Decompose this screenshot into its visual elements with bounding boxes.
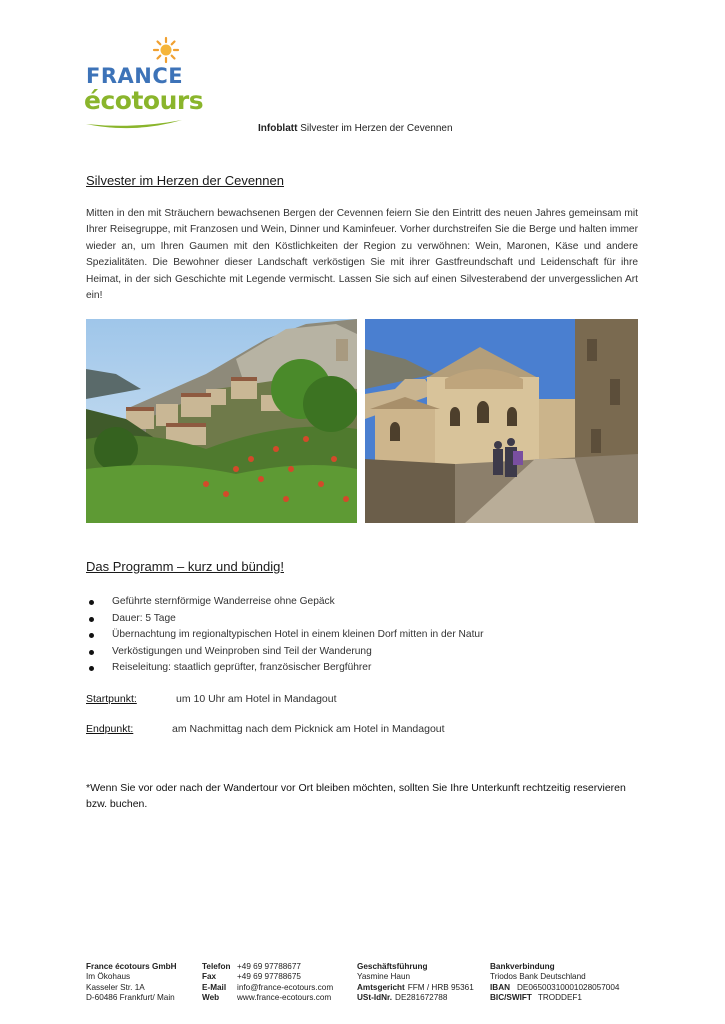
bullet-icon xyxy=(89,650,94,655)
france-ecotours-logo xyxy=(84,36,204,136)
email-value: info@france-ecotours.com xyxy=(237,982,334,992)
photo-abbey xyxy=(365,319,638,523)
manager-name: Yasmine Haun xyxy=(357,972,411,982)
end-value: am Nachmittag nach dem Picknick am Hotel in Mandagout xyxy=(172,723,445,735)
bank-name: Triodos Bank Deutschland xyxy=(490,972,586,982)
logo-text-france: FRANCE xyxy=(86,64,184,88)
list-item-text: Dauer: 5 Tage xyxy=(112,612,176,624)
contact-key: Fax xyxy=(202,972,217,982)
list-item xyxy=(86,660,483,677)
page-title: Silvester im Herzen der Cevennen xyxy=(86,173,284,188)
bullet-icon xyxy=(89,600,94,605)
vat-value: DE281672788 xyxy=(395,992,448,1002)
list-item xyxy=(86,611,483,628)
bullet-icon xyxy=(89,666,94,671)
bic-value: TRODDEF1 xyxy=(537,992,582,1002)
logo-swoosh xyxy=(84,116,184,132)
footer-company xyxy=(86,962,177,1003)
intro-paragraph: Mitten in den mit Sträuchern bewachsenen Bergen der Cevennen feiern Sie den Eintritt des neuen Jahres gemeinsam mit Ihrer Reisegruppe, mit Franzosen und Wein, Dinner und Kaminfeuer. Vorher durchstreifen Sie die Berge und halten immer wieder an, um Ihren Gaumen mit den Köstlichkeiten der Region zu verwöhnen: Wein, Maronen, Käse und andere Spezialitäten. Die Bewohner dieser Landschaft verköstigen Sie mit ihrer Gastfreundschaft und Leidenschaft für ihre Heimat, in der sich Geschichte mit Legende vermischt. Lassen Sie sich auf einen Silvesterabend der unvergesslichen Art ein! xyxy=(86,208,638,302)
list-item xyxy=(86,644,483,661)
company-address-line: D-60486 Frankfurt/ Main xyxy=(86,992,175,1002)
footer-management xyxy=(357,962,474,1003)
court-key: Amtsgericht xyxy=(357,982,405,992)
iban-key: IBAN xyxy=(490,982,511,992)
logo-text-ecotours: écotours xyxy=(84,86,204,115)
header-label: Infoblatt xyxy=(258,123,298,134)
company-address-line: Im Ökohaus xyxy=(86,972,131,982)
end-label: Endpunkt: xyxy=(86,723,134,735)
vat-key: USt-IdNr. xyxy=(357,992,393,1002)
list-item-text: Verköstigungen und Weinproben sind Teil der Wanderung xyxy=(112,645,372,657)
company-name: France écotours GmbH xyxy=(86,962,177,971)
contact-key: Web xyxy=(202,992,220,1002)
header-subtitle: Silvester im Herzen der Cevennen xyxy=(297,123,453,134)
bank-title: Bankverbindung xyxy=(490,962,555,971)
footer-bank xyxy=(490,962,619,1003)
footer-contact xyxy=(202,962,333,1003)
booking-note: *Wenn Sie vor oder nach der Wandertour vor Ort bleiben möchten, sollten Sie Ihre Unterkunft rechtzeitig reservieren bzw. buchen. xyxy=(86,782,626,810)
document-header xyxy=(258,123,453,134)
list-item-text: Reiseleitung: staatlich geprüfter, französischer Bergführer xyxy=(112,662,372,674)
list-item-text: Geführte sternförmige Wanderreise ohne Gepäck xyxy=(112,596,335,607)
start-value: um 10 Uhr am Hotel in Mandagout xyxy=(176,693,337,705)
contact-key: Telefon xyxy=(202,962,231,971)
iban-value: DE06500310001028057004 xyxy=(517,982,620,992)
phone-value: +49 69 97788677 xyxy=(237,962,301,971)
program-list xyxy=(86,594,483,677)
company-address-line: Kasseler Str. 1A xyxy=(86,982,145,992)
list-item xyxy=(86,627,483,644)
bullet-icon xyxy=(89,617,94,622)
court-value: FFM / HRB 95361 xyxy=(407,982,474,992)
contact-key: E-Mail xyxy=(202,982,227,992)
start-label: Startpunkt: xyxy=(86,693,137,705)
photo-village xyxy=(86,319,357,523)
fax-value: +49 69 97788675 xyxy=(237,972,301,982)
management-title: Geschäftsführung xyxy=(357,962,428,971)
web-value: www.france-ecotours.com xyxy=(237,992,332,1002)
sun-icon xyxy=(152,36,180,64)
bullet-icon xyxy=(89,633,94,638)
list-item xyxy=(86,594,483,611)
bic-key: BIC/SWIFT xyxy=(490,992,532,1002)
program-title: Das Programm – kurz und bündig! xyxy=(86,559,284,574)
list-item-text: Übernachtung im regionaltypischen Hotel in einem kleinen Dorf mitten in der Natur xyxy=(112,629,484,641)
